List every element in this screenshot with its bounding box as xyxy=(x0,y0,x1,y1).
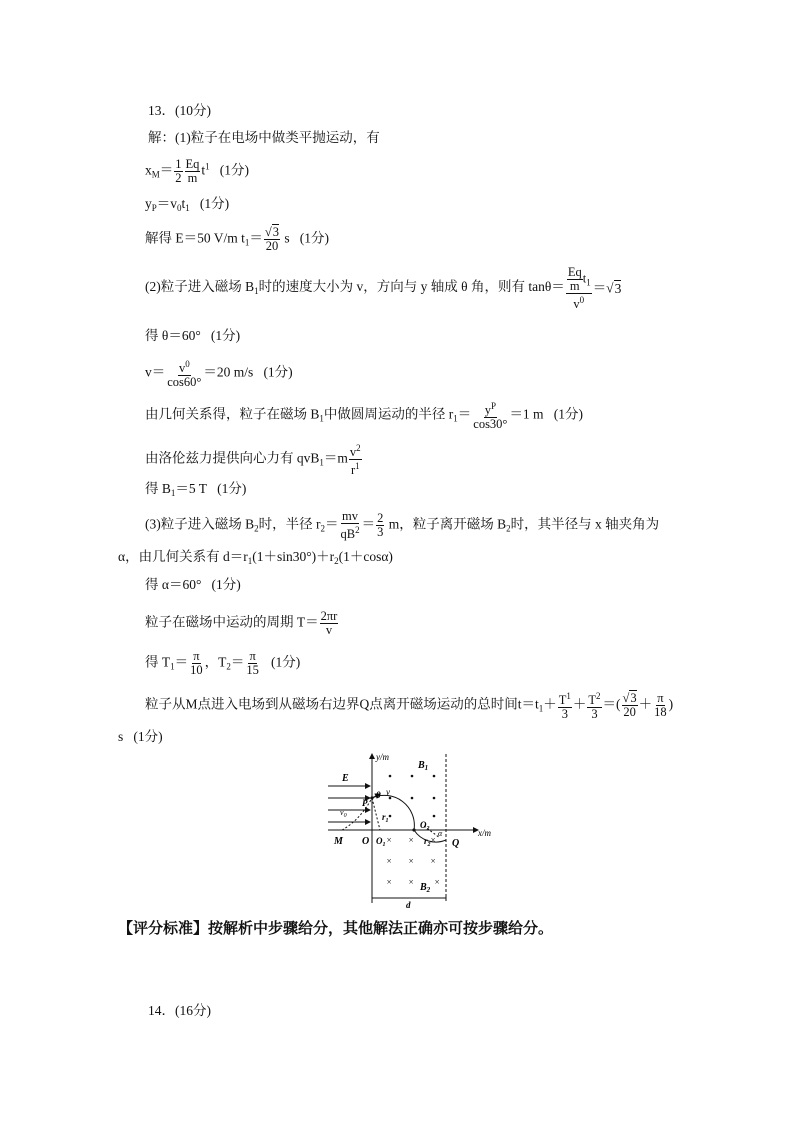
svg-text:×: × xyxy=(434,877,441,887)
svg-text:×: × xyxy=(430,835,437,845)
label-alpha: α xyxy=(438,829,443,838)
svg-text:×: × xyxy=(430,856,437,866)
eq-yp: $y_P=v_0t_1$ (1分) xyxy=(145,196,230,213)
svg-text:×: × xyxy=(386,877,393,887)
eq-alpha: 得 α＝60° (1分) xyxy=(145,577,241,592)
label-d: d xyxy=(406,900,411,910)
eq-solve: 解得 E＝50 V/m $t_1=$ $\frac{√3}{20}$ s (1分) xyxy=(145,225,330,253)
eq-theta: 得 θ＝60° (1分) xyxy=(145,328,241,343)
label-O: O xyxy=(362,836,370,847)
eq-b1: 得 $B_1=5$ T (1分) xyxy=(145,481,247,498)
field-diagram xyxy=(320,748,500,910)
svg-text:×: × xyxy=(408,877,415,887)
eq-total: 粒子从M点进入电场到从磁场右边界Q点离开磁场运动的总时间$t=t_1+$ $\frac{T^1}{3}$ ＋ $\frac{T^2}{3}$ ＝( $\frac{√3}{20}$ ＋ $\frac{\pi}{18}$ ) xyxy=(145,691,674,721)
eq-xm: $x_M=$ $\frac{1}{2}$ $\frac{Eq}{m}$ $t^1$ (1分) xyxy=(145,157,250,185)
eq-v: v＝ $\frac{v^0}{\cos 60^\circ}$ ＝20 m/s (1分) xyxy=(145,359,293,389)
label-O1: $O_1$ xyxy=(376,836,386,848)
label-Q: Q xyxy=(452,838,460,849)
label-B2: $B_2$ xyxy=(420,882,431,894)
label-B1: $B_1$ xyxy=(418,760,429,772)
svg-text:×: × xyxy=(408,856,415,866)
eq-period: 粒子在磁场中运动的周期 T＝ $\frac{2\pi r}{v}$ xyxy=(145,609,338,637)
grading-note: 【评分标准】按解析中步骤给分，其他解法正确亦可按步骤给分。 xyxy=(118,919,554,937)
label-v0: $v_0$ xyxy=(340,808,347,819)
label-M: M xyxy=(334,836,343,847)
q14-heading: 14．(16分) xyxy=(148,1003,211,1018)
label-theta: θ xyxy=(376,790,381,800)
label-y: y/m xyxy=(376,752,389,762)
q13-intro: 解：(1)粒子在电场中做类平抛运动，有 xyxy=(148,130,380,145)
label-v: v xyxy=(386,787,390,797)
svg-text:×: × xyxy=(408,835,415,845)
eq-r2: (3)粒子进入磁场 $B_2$时，半径 $r_2=$ $\frac{mv}{qB^2}$ ＝ $\frac{2}{3}$ m，粒子离开磁场 $B_2$时，其半径与 x 轴夹角为 xyxy=(145,509,660,541)
eq-tan: (2)粒子进入磁场 $B_1$时的速度大小为 v，方向与 y 轴成 θ 角，则有 tanθ＝ $\frac{Eq}{m}$ $t_1$ $v^0$ ＝√3 xyxy=(145,265,622,311)
eq-r1: 由几何关系得，粒子在磁场 $B_1$中做圆周运动的半径 $r_1=$ $\frac{y^P}{\cos 30^\circ}$ ＝1 m (1分) xyxy=(145,401,583,431)
eq-lorentz: 由洛伦兹力提供向心力有 qvB$_1$＝m $\frac{v^2}{r^1}$ xyxy=(145,443,361,477)
label-O2: $O_2$ xyxy=(420,820,430,832)
label-x: x/m xyxy=(478,828,491,838)
label-r1: $r_1$ xyxy=(382,812,389,824)
eq-t12: 得 $T_1=$ $\frac{\pi}{10}$ ，$T_2=$ $\frac{\pi}{15}$ (1分) xyxy=(145,649,301,677)
eq-d: α，由几何关系有 $d=r_1(1+\sin 30^\circ)+r_2(1+\cos\alpha)$ xyxy=(118,549,393,566)
label-r2: $r_2$ xyxy=(424,836,431,848)
eq-total-unit: s (1分) xyxy=(118,729,163,744)
label-P: P xyxy=(362,798,368,808)
label-E: E xyxy=(342,773,349,784)
svg-text:×: × xyxy=(386,835,393,845)
svg-text:×: × xyxy=(386,856,393,866)
q13-heading: 13．(10分) xyxy=(148,103,211,118)
